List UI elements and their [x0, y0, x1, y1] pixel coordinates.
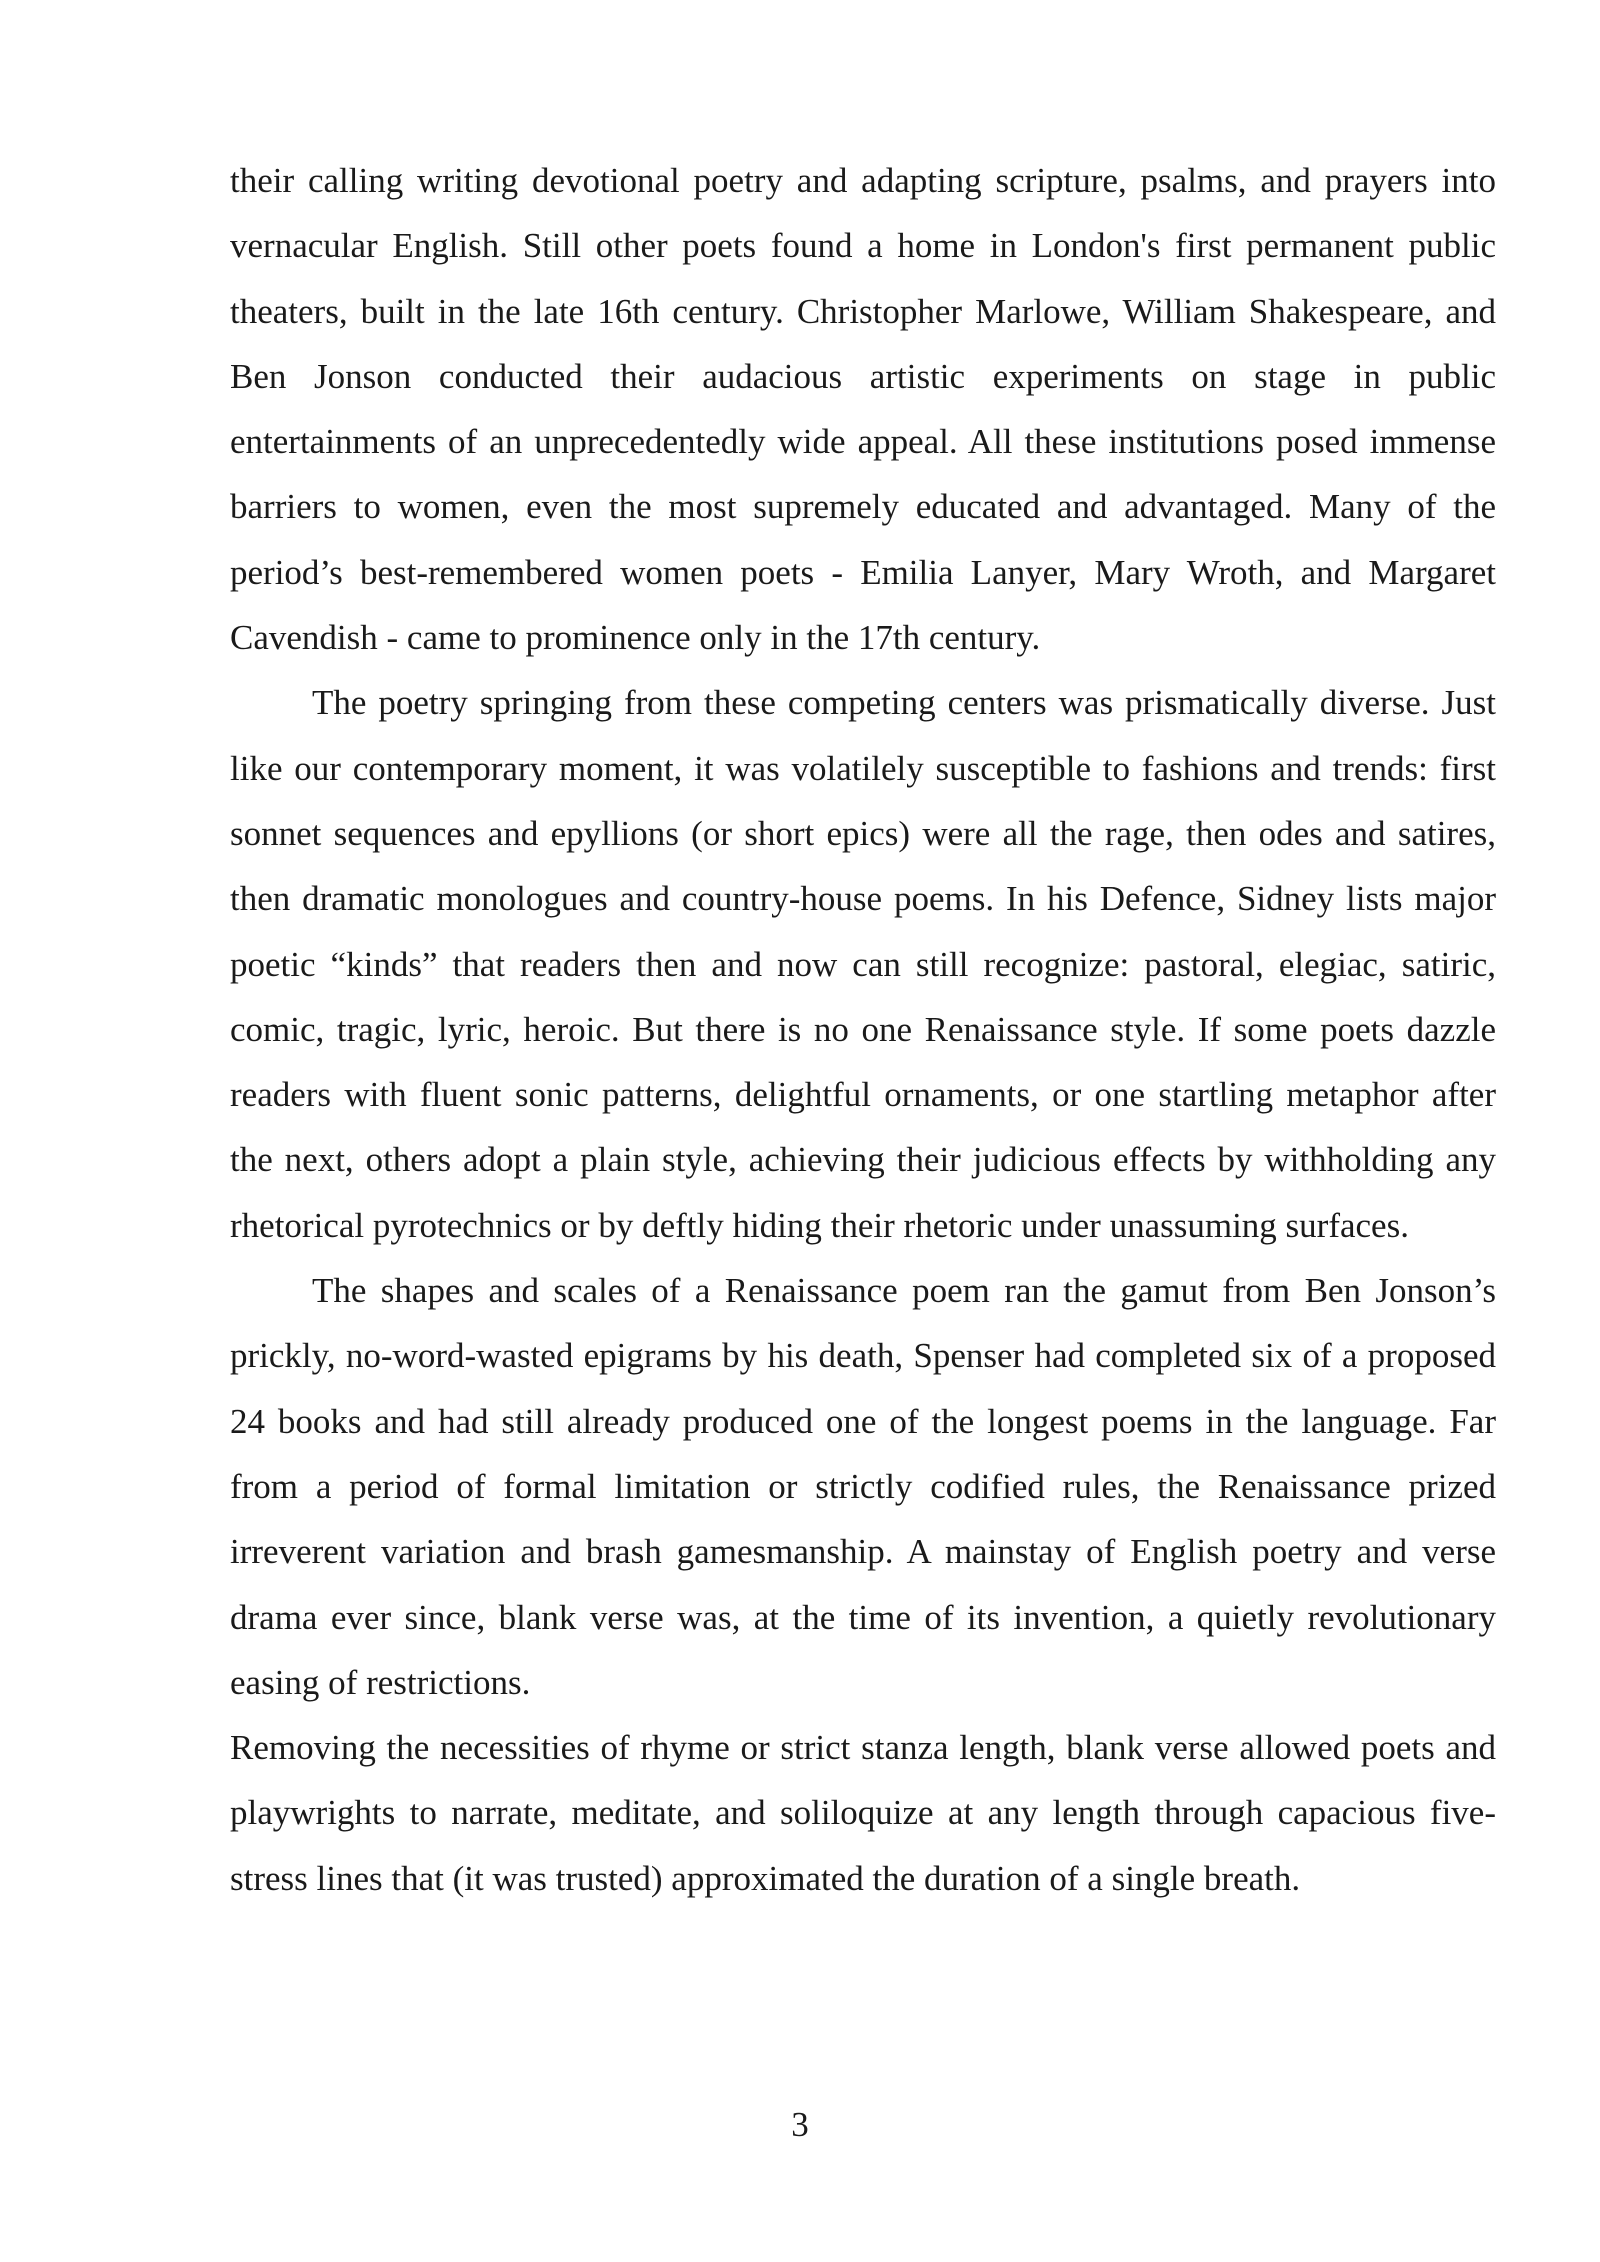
- paragraph-poetry-diversity: The poetry springing from these competing centers was prismatically diverse. Just like our contemporary moment, it was volatilely susceptible to fashions and trends: first sonnet sequences and epyllions (or short epics) were all the rage, then odes and satires, then dramatic monologues and country-house poems. In his Defence, Sidney lists major poetic “kinds” that readers then and now can still recognize: pastoral, elegiac, satiric, comic, tragic, lyric, heroic. But there is no one Renaissance style. If some poets dazzle readers with fluent sonic patterns, delightful ornaments, or one startling metaphor after the next, others adopt a plain style, achieving their judicious effects by withholding any rhetorical pyrotechnics or by deftly hiding their rhetoric under unassuming surfaces.: [230, 683, 1496, 1245]
- paragraph-blank-verse: Removing the necessities of rhyme or strict stanza length, blank verse allowed poets and playwrights to narrate, meditate, and soliloquize at any length through capacious five-stress lines that (it was trusted) approximated the duration of a single breath.: [230, 1728, 1496, 1898]
- page-number: 3: [791, 2105, 809, 2144]
- body-text: [230, 148, 1496, 1911]
- paragraph-shapes-and-scales: The shapes and scales of a Renaissance poem ran the gamut from Ben Jonson’s prickly, no-word-wasted epigrams by his death, Spenser had completed six of a proposed 24 books and had still already produced one of the longest poems in the language. Far from a period of formal limitation or strictly codified rules, the Renaissance prized irreverent variation and brash gamesmanship. A mainstay of English poetry and verse drama ever since, blank verse was, at the time of its invention, a quietly revolutionary easing of restrictions.: [230, 1271, 1496, 1702]
- paragraph-continued: their calling writing devotional poetry and adapting scripture, psalms, and prayers into vernacular English. Still other poets found a home in London's first permanent public theaters, built in the late 16th century. Christopher Marlowe, William Shakespeare, and Ben Jonson conducted their audacious artistic experiments on stage in public entertainments of an unprecedentedly wide appeal. All these institutions posed immense barriers to women, even the most supremely educated and advantaged. Many of the period’s best-remembered women poets - Emilia Lanyer, Mary Wroth, and Margaret Cavendish - came to prominence only in the 17th century.: [230, 161, 1496, 658]
